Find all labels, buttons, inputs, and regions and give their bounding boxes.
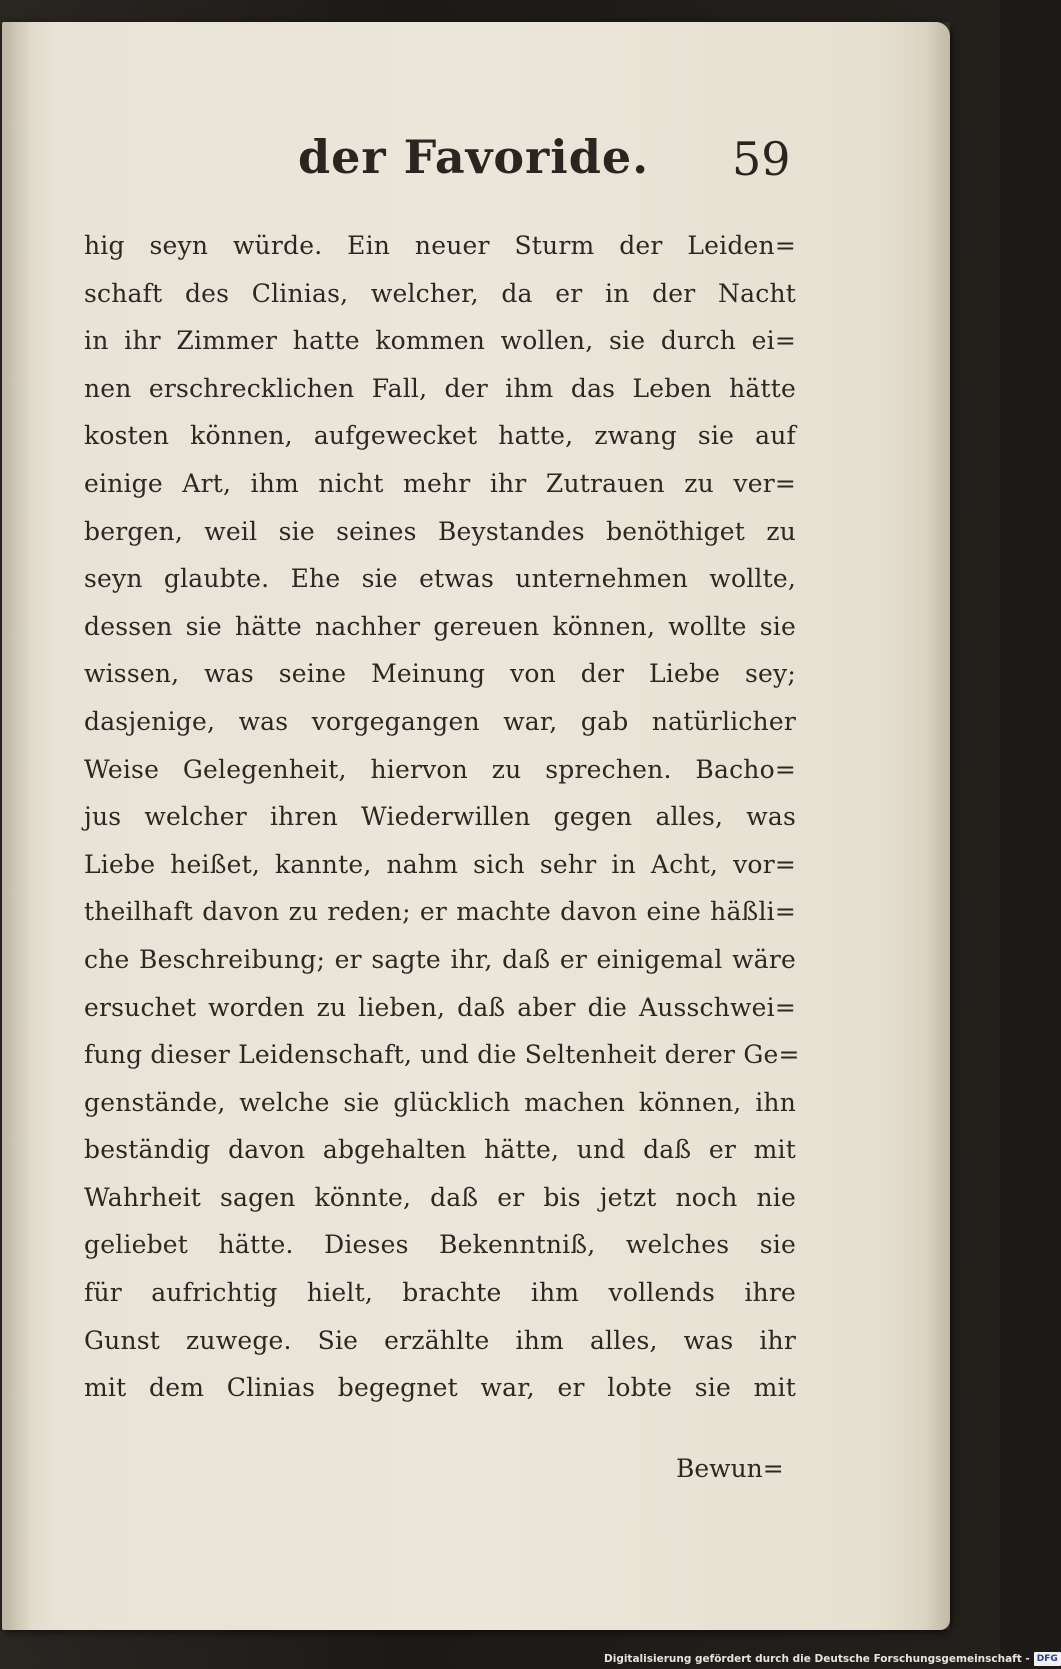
text-line: für aufrichtig hielt, brachte ihm vollends ihre (84, 1278, 796, 1308)
text-line: Gunst zuwege. Sie erzählte ihm alles, was ihr (84, 1325, 796, 1355)
text-line: seyn glaubte. Ehe sie etwas unternehmen wollte, (84, 564, 796, 594)
text-line: theilhaft davon zu reden; er machte davon eine häßli= (84, 897, 796, 927)
text-line: kosten können, aufgewecket hatte, zwang sie auf (84, 421, 796, 451)
text-line: dessen sie hätte nachher gereuen können, wollte sie (84, 611, 796, 641)
text-line: hig seyn würde. Ein neuer Sturm der Leiden= (84, 231, 796, 260)
text-line: schaft des Clinias, welcher, da er in der Nacht (84, 278, 796, 308)
page-number: 59 (732, 132, 791, 186)
text-line: einige Art, ihm nicht mehr ihr Zutrauen zu ver= (84, 468, 796, 498)
text-line: bergen, weil sie seines Beystandes benöthiget zu (84, 516, 796, 546)
text-line: in ihr Zimmer hatte kommen wollen, sie durch ei= (84, 326, 796, 356)
credit-text: Digitalisierung gefördert durch die Deutsche Forschungsgemeinschaft - (604, 1653, 1030, 1665)
text-line: Liebe heißet, kannte, nahm sich sehr in Acht, vor= (84, 849, 796, 879)
dfg-logo: DFG (1034, 1652, 1061, 1666)
text-line: beständig davon abgehalten hätte, und daß er mit (84, 1135, 796, 1165)
text-line: fung dieser Leidenschaft, und die Seltenheit derer Ge= (84, 1040, 800, 1070)
catchword: Bewun= (676, 1454, 784, 1483)
running-head: der Favoride. (298, 130, 650, 184)
digitization-credit (604, 1651, 1061, 1667)
text-line: dasjenige, was vorgegangen war, gab natürlicher (84, 706, 796, 736)
body-text (84, 222, 800, 1412)
text-line: ersuchet worden zu lieben, daß aber die Ausschwei= (84, 992, 796, 1022)
text-line: jus welcher ihren Wiederwillen gegen alles, was (84, 802, 796, 832)
text-line: che Beschreibung; er sagte ihr, daß er einigemal wäre (84, 944, 796, 974)
text-line: nen erschrecklichen Fall, der ihm das Leben hätte (84, 373, 796, 403)
text-line: genstände, welche sie glücklich machen können, ihn (84, 1087, 796, 1117)
book-page (2, 22, 950, 1630)
text-line: wissen, was seine Meinung von der Liebe sey; (84, 659, 796, 689)
text-line: geliebet hätte. Dieses Bekenntniß, welches sie (84, 1230, 796, 1260)
text-line: Wahrheit sagen könnte, daß er bis jetzt noch nie (84, 1182, 796, 1212)
text-line: Weise Gelegenheit, hiervon zu sprechen. Bacho= (84, 754, 796, 784)
text-line: mit dem Clinias begegnet war, er lobte sie mit (84, 1373, 796, 1403)
